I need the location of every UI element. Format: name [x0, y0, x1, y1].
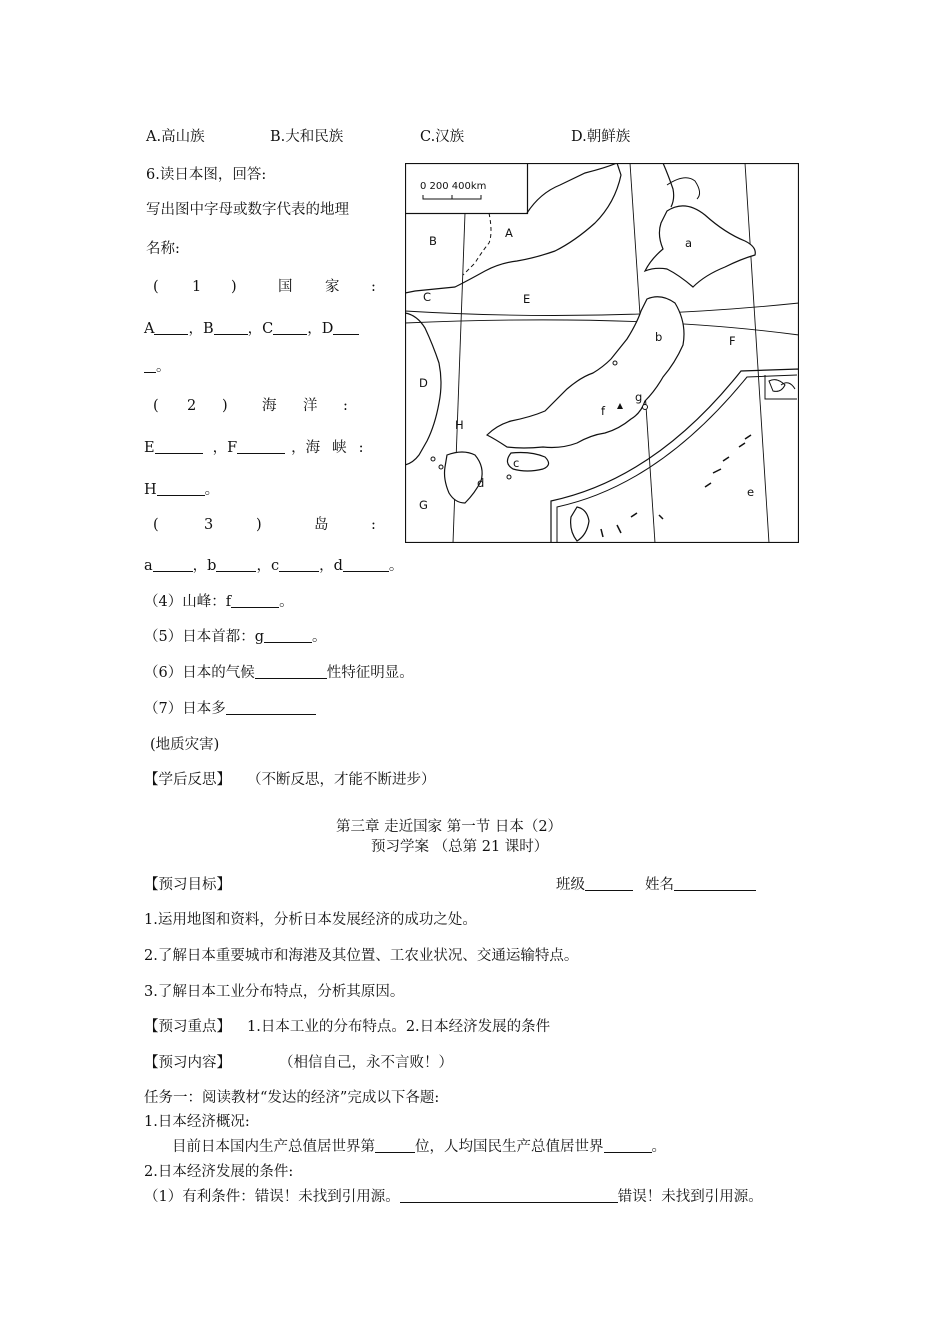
word: 家	[325, 279, 340, 295]
word: 国	[278, 279, 293, 295]
map-label-f: f	[601, 404, 606, 418]
blank-mountain[interactable]	[231, 593, 279, 608]
strait-blank	[144, 481, 219, 499]
label-d: ，D	[307, 321, 334, 337]
reflect-text: （不断反思，才能不断进步）	[247, 772, 436, 788]
task-1: 任务一：阅读教材“发达的经济”完成以下各题:	[144, 1090, 440, 1106]
period: 。	[156, 359, 171, 375]
scale-text: 0 200 400km	[420, 181, 487, 192]
label-d: ，d	[319, 558, 343, 574]
blank-country-d-cont[interactable]	[144, 358, 156, 373]
rank-label: 目前日本国内生产总值居世界第	[172, 1139, 375, 1155]
option-d: D.朝鲜族	[571, 129, 631, 145]
period: 。	[279, 594, 294, 610]
colon: :	[371, 279, 376, 295]
class-label: 班级	[556, 877, 585, 893]
label-strait-2: 峡	[332, 440, 347, 456]
key-label: 【预习重点】	[144, 1019, 231, 1035]
blank-island-d[interactable]	[343, 557, 389, 572]
blank-country-b[interactable]	[214, 320, 248, 335]
blank-gdp-rank[interactable]	[375, 1138, 415, 1153]
paren: (	[153, 517, 159, 533]
period: 。	[388, 558, 404, 574]
key-line	[144, 1018, 550, 1036]
disaster-line	[144, 700, 316, 718]
blank-strait-h[interactable]	[157, 481, 205, 496]
map-label-B: B	[429, 234, 437, 248]
part-number: 1	[192, 279, 202, 295]
word: 海	[262, 398, 277, 414]
blank-disaster[interactable]	[226, 700, 316, 715]
chapter-heading: 第三章 走近国家 第一节 日本（2）	[336, 819, 563, 835]
item-1: 1.日本经济概况:	[144, 1114, 250, 1130]
map-label-d: d	[477, 476, 485, 490]
question-6-intro-2: 名称:	[146, 241, 180, 257]
class-field[interactable]	[585, 876, 633, 891]
label: （7）日本多	[144, 701, 226, 717]
map-label-G: G	[419, 498, 428, 512]
content-text: （相信自己，永不言败！）	[279, 1055, 453, 1071]
label: （4）山峰：f	[144, 594, 232, 610]
part-number: 3	[204, 517, 214, 533]
label-a: a	[144, 558, 153, 574]
paren: )	[256, 517, 262, 533]
item-2-text	[144, 1188, 763, 1206]
goal-1: 1.运用地图和资料，分析日本发展经济的成功之处。	[144, 912, 477, 928]
islands-blanks	[144, 557, 403, 575]
option-c: C.汉族	[420, 129, 465, 145]
period: 。	[651, 1139, 666, 1155]
label-e: E	[144, 440, 155, 456]
label-c: ，C	[247, 321, 274, 337]
label-b: ，B	[188, 321, 214, 337]
blank-island-a[interactable]	[153, 557, 193, 572]
goal-label: 【预习目标】	[144, 877, 231, 893]
part-number: 2	[187, 398, 197, 414]
blank-island-c[interactable]	[279, 557, 319, 572]
map-label-F: F	[729, 334, 736, 348]
blank-island-b[interactable]	[216, 557, 256, 572]
blank-favorable[interactable]	[400, 1188, 618, 1203]
name-label: 姓名	[645, 877, 674, 893]
error-text: 错误！未找到引用源。	[617, 1189, 763, 1205]
label: （5）日本首都：g	[144, 629, 265, 645]
blank-capital[interactable]	[264, 628, 312, 643]
colon: :	[343, 398, 348, 414]
map-label-D: D	[419, 376, 428, 390]
period: 。	[312, 629, 327, 645]
map-label-e: e	[747, 485, 755, 499]
goal-3: 3.了解日本工业分布特点，分析其原因。	[144, 984, 405, 1000]
word: 岛	[314, 517, 329, 533]
blank-climate[interactable]	[255, 664, 327, 679]
content-label: 【预习内容】	[144, 1055, 231, 1071]
countries-blanks	[144, 320, 359, 338]
blank-ocean-f[interactable]	[237, 439, 285, 454]
option-a: A.高山族	[146, 129, 205, 145]
oceans-blanks	[144, 439, 364, 457]
lesson-heading: 预习学案 （总第 21 课时）	[371, 839, 549, 855]
label-h: H	[144, 482, 157, 498]
blank-ocean-e[interactable]	[155, 439, 203, 454]
map-label-b: b	[655, 330, 663, 344]
paren: (	[153, 398, 159, 414]
disaster-note: (地质灾害)	[150, 737, 220, 753]
blank-country-c[interactable]	[273, 320, 307, 335]
colon: :	[371, 517, 376, 533]
content-line	[144, 1054, 453, 1072]
map-label-A: A	[505, 226, 513, 240]
option-b: B.大和民族	[270, 129, 344, 145]
goal-2: 2.了解日本重要城市和海港及其位置、工农业状况、交通运输特点。	[144, 948, 579, 964]
paren: )	[222, 398, 228, 414]
paren: (	[153, 279, 159, 295]
period: 。	[204, 482, 220, 498]
colon: :	[358, 440, 364, 456]
key-text: 1.日本工业的分布特点。2.日本经济发展的条件	[247, 1019, 551, 1035]
blank-country-a[interactable]	[154, 320, 188, 335]
blank-per-capita[interactable]	[604, 1138, 652, 1153]
map-label-c: c	[513, 456, 520, 470]
class-name-line	[556, 876, 756, 894]
paren: )	[231, 279, 237, 295]
label-f: ，F	[212, 440, 238, 456]
label-a: A	[144, 321, 155, 337]
map-label-E: E	[523, 292, 531, 306]
reflect-line	[144, 771, 436, 789]
label-b: ，b	[192, 558, 217, 574]
reflect-label: 【学后反思】	[144, 772, 231, 788]
label-strait: ，海	[291, 440, 321, 456]
question-6-title: 6.读日本图，回答:	[146, 167, 267, 183]
map-label-a: a	[685, 236, 693, 250]
label: （6）日本的气候	[144, 665, 255, 681]
item-2: 2.日本经济发展的条件:	[144, 1164, 294, 1180]
mountain-line	[144, 593, 294, 611]
blank-country-d[interactable]	[333, 320, 359, 335]
japan-map	[405, 163, 799, 543]
climate-line	[144, 664, 414, 682]
countries-blank-cont	[144, 358, 171, 376]
map-label-C: C	[423, 290, 432, 304]
name-field[interactable]	[674, 876, 756, 891]
word: 洋	[303, 398, 318, 414]
map-label-g: g	[635, 390, 643, 404]
label-end: 性特征明显。	[326, 665, 414, 681]
per-capita-label: 位，人均国民生产总值居世界	[415, 1139, 604, 1155]
map-label-H: H	[455, 418, 464, 432]
favorable-label: （1）有利条件：错误！未找到引用源。	[144, 1189, 400, 1205]
capital-symbol	[643, 405, 648, 410]
item-1-text	[172, 1138, 666, 1156]
label-c: ，c	[256, 558, 280, 574]
capital-line	[144, 628, 327, 646]
question-6-intro: 写出图中字母或数字代表的地理	[146, 202, 349, 218]
